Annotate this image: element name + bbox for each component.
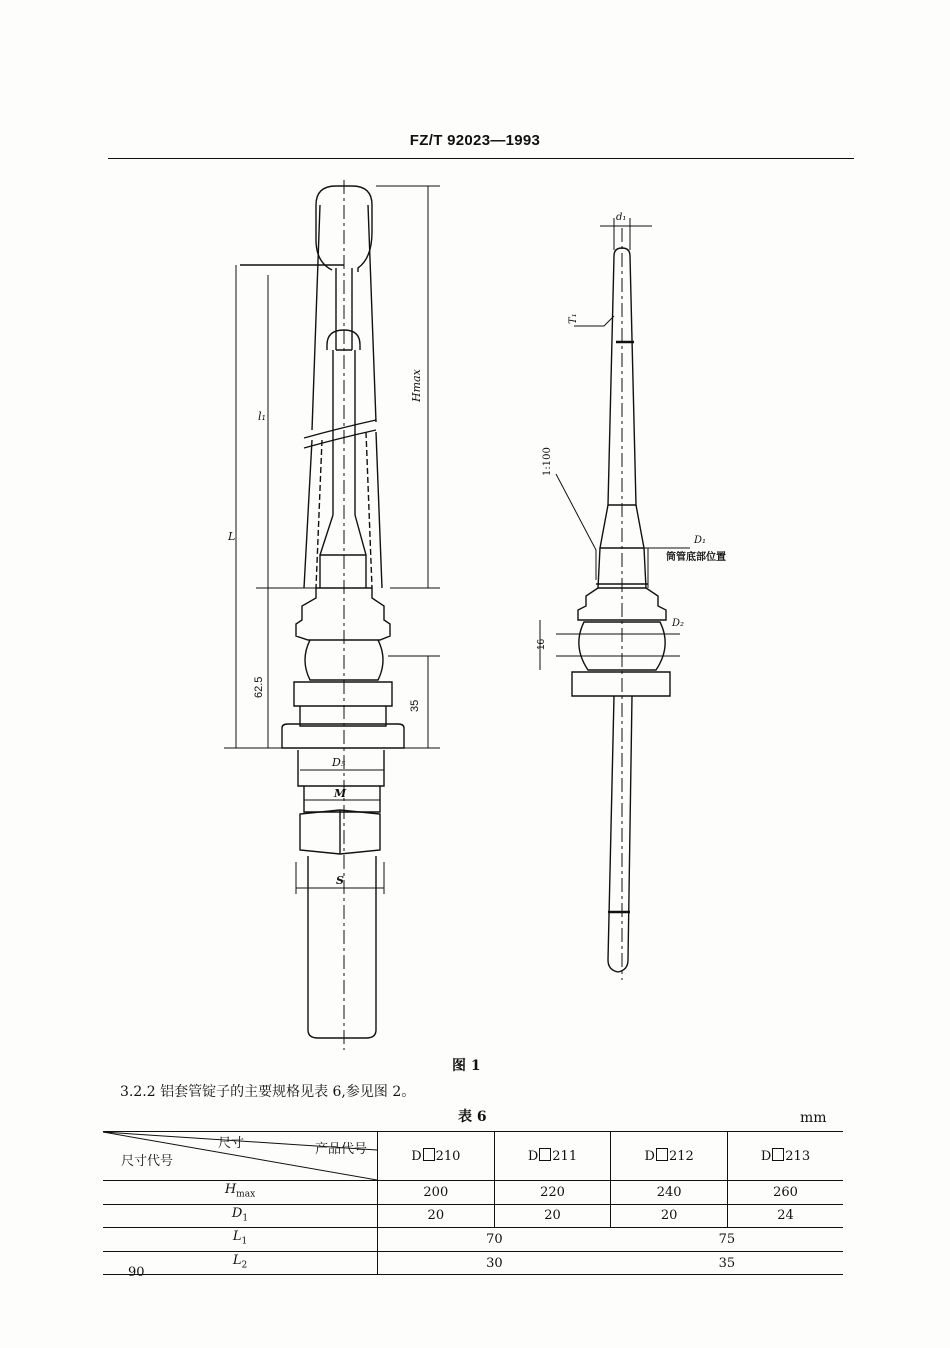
table-cell: 24: [727, 1204, 843, 1228]
column-header: D 213: [727, 1132, 843, 1181]
column-header: D 212: [611, 1132, 728, 1181]
dim-d1: d₁: [616, 212, 627, 223]
section-text: 3.2.2 铝套管锭子的主要规格见表 6,参见图 2。: [120, 1084, 416, 1100]
table-corner-header: [103, 1132, 378, 1181]
table-unit: mm: [800, 1110, 827, 1126]
row-label: $L_1$: [103, 1228, 378, 1252]
column-header: D 210: [378, 1132, 495, 1181]
table-cell: 20: [494, 1204, 611, 1228]
dim-D5: D₅: [332, 756, 346, 769]
table-cell-merged: 70: [378, 1228, 611, 1252]
tube-bottom-label: 筒管底部位置: [666, 552, 726, 563]
corner-size-label: 尺寸: [218, 1136, 245, 1151]
dim-D1: D₁: [694, 535, 707, 546]
table-cell: 200: [378, 1181, 495, 1205]
table-cell: 20: [378, 1204, 495, 1228]
row-label: $H_{max}$: [103, 1181, 378, 1205]
table-cell-merged: 75: [611, 1228, 843, 1252]
dim-16: 16: [536, 638, 547, 650]
dim-taper: 1:100: [542, 447, 553, 476]
table-row: [103, 1251, 843, 1275]
page-number: 90: [128, 1265, 145, 1280]
table-cell: 220: [494, 1181, 611, 1205]
standard-code-header: FZ/T 92023—1993: [409, 132, 541, 149]
dim-D2: D₂: [672, 618, 685, 629]
dim-62-5: 62.5: [253, 676, 265, 698]
dim-M: M: [334, 787, 347, 800]
row-label: $D_1$: [103, 1204, 378, 1228]
corner-code-label: 尺寸代号: [121, 1154, 174, 1169]
table-cell-merged: 35: [611, 1251, 843, 1275]
figure-caption: 图 1: [452, 1058, 481, 1074]
column-header: D 211: [494, 1132, 611, 1181]
dim-l1: l₁: [258, 410, 266, 423]
row-label: $L_2$: [103, 1251, 378, 1275]
table-cell: 20: [611, 1204, 728, 1228]
table-cell: 260: [727, 1181, 843, 1205]
table-row: [103, 1228, 843, 1252]
table-row: [103, 1204, 843, 1228]
corner-product-label: 产品代号: [315, 1142, 368, 1157]
table-cell-merged: 30: [378, 1251, 611, 1275]
table-title: 表 6: [458, 1109, 487, 1125]
dim-35: 35: [409, 699, 421, 712]
table-row: [103, 1181, 843, 1205]
spec-table: [103, 1131, 843, 1275]
dim-Hmax: Hmax: [410, 369, 423, 402]
dim-L: L: [228, 530, 236, 543]
dim-T1: T₁: [568, 313, 579, 324]
dim-S: S: [336, 874, 344, 887]
table-cell: 240: [611, 1181, 728, 1205]
